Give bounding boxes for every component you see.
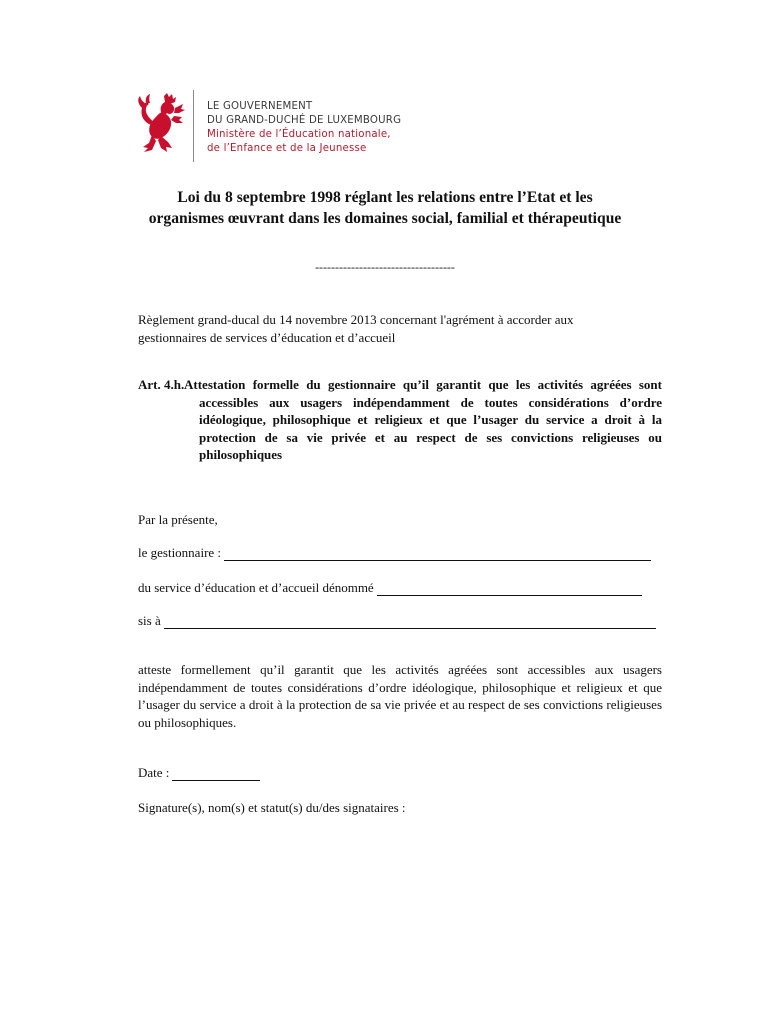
date-label: Date : (138, 765, 170, 780)
address-label: sis à (138, 613, 161, 628)
ministry-line-1: Ministère de l’Éducation nationale, (207, 129, 391, 140)
reglement-line-2: gestionnaires de services d’éducation et d’accueil (138, 329, 396, 345)
reglement-line-1: Règlement grand-ducal du 14 novembre 2013 concernant l'agrément à accorder aux (138, 312, 574, 327)
title-line-1: Loi du 8 septembre 1998 réglant les relations entre l’Etat et les (177, 189, 593, 206)
document-title (80, 187, 690, 229)
gestionnaire-input[interactable] (224, 547, 651, 561)
signature-label: Signature(s), nom(s) et statut(s) du/des signataires : (138, 800, 406, 815)
service-name-input[interactable] (377, 582, 642, 596)
header-divider (193, 90, 194, 162)
service-field-row (138, 579, 642, 596)
article-4h (138, 376, 662, 464)
government-name (207, 100, 401, 156)
address-input[interactable] (164, 615, 656, 629)
government-line-2: DU GRAND-DUCHÉ DE LUXEMBOURG (207, 115, 402, 126)
service-label: du service d’éducation et d’accueil dénommé (138, 580, 374, 595)
attestation-text: atteste formellement qu’il garantit que les activités agréées sont accessibles aux usagers indépendamment de toutes considérations d’ordre idéologique, philosophique et religieux et que l’usager du service a droit à la protection de sa vie privée et au respect de ses convictions religieuses ou philosophiques. (138, 662, 662, 730)
gestionnaire-field-row (138, 544, 651, 561)
title-separator: ----------------------------------- (315, 260, 455, 274)
government-line-1: LE GOUVERNEMENT (207, 101, 313, 112)
date-input[interactable] (172, 767, 260, 781)
government-header (134, 86, 454, 166)
article-text: Attestation formelle du gestionnaire qu’il garantit que les activités agréées sont accessibles aux usagers indépendamment de toutes considérations d’ordre idéologique, philosophique et religieux et que l’usager du service a droit à la protection de sa vie privée et au respect de ses convictions religieuses ou philosophiques (184, 377, 662, 462)
red-lion-icon (134, 92, 186, 154)
article-label: Art. 4.h. (138, 377, 185, 392)
date-field-row (138, 764, 260, 781)
reglement-reference (138, 311, 638, 346)
gestionnaire-label: le gestionnaire : (138, 545, 222, 560)
form-intro: Par la présente, (138, 512, 218, 527)
title-line-2: organismes œuvrant dans les domaines social, familial et thérapeutique (148, 210, 622, 227)
ministry-line-2: de l’Enfance et de la Jeunesse (207, 143, 367, 154)
address-field-row (138, 612, 656, 629)
